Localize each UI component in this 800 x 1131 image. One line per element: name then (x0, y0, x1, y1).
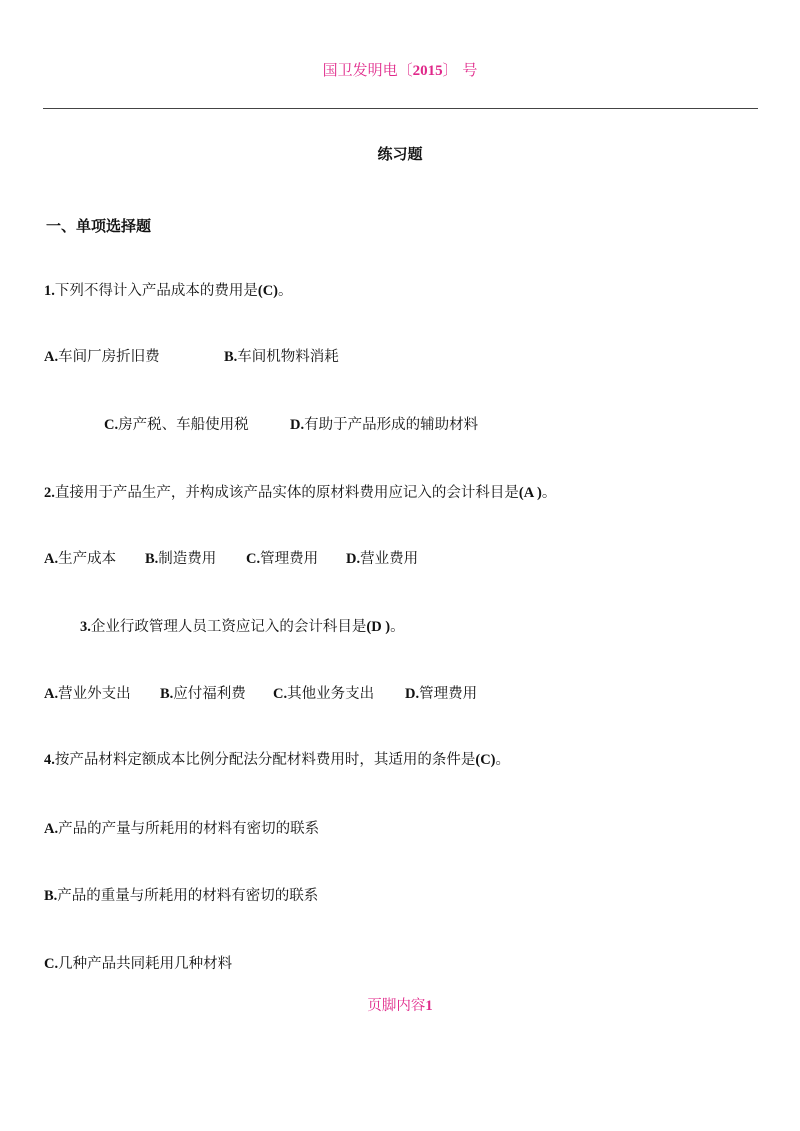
q1-option-c (104, 415, 249, 435)
option-label: A. (44, 551, 59, 567)
q2-option-b (145, 549, 216, 569)
option-label: D. (346, 551, 361, 567)
header-divider (43, 108, 758, 109)
q2-number: 2. (44, 485, 55, 501)
q1-number: 1. (44, 283, 55, 299)
page-title: 练习题 (377, 145, 423, 163)
q3-option-d (405, 684, 477, 704)
question-2 (44, 483, 556, 503)
header-suffix: 〕 号 (442, 61, 478, 79)
q1-text: 下列不得计入产品成本的费用是 (54, 283, 258, 299)
option-text: 营业费用 (360, 551, 419, 567)
option-text: 营业外支出 (58, 686, 131, 702)
footer-text: 页脚内容 (367, 998, 426, 1014)
option-label: A. (44, 349, 59, 365)
option-label: D. (290, 417, 305, 433)
q3-number: 3. (80, 619, 91, 635)
option-label: A. (44, 686, 59, 702)
document-header (0, 60, 800, 81)
option-text: 应付福利费 (173, 686, 246, 702)
option-label: C. (246, 551, 261, 567)
question-3 (80, 617, 405, 637)
option-label: B. (160, 686, 174, 702)
q3-answer: (D ) (366, 619, 391, 635)
header-text: 国卫发明电〔 (322, 61, 413, 79)
option-text: 产品的产量与所耗用的材料有密切的联系 (58, 821, 320, 837)
option-label: C. (273, 686, 288, 702)
q4-end: 。 (495, 752, 511, 768)
q3-end: 。 (390, 619, 405, 635)
option-text: 有助于产品形成的辅助材料 (304, 417, 479, 433)
option-text: 房产税、车船使用税 (118, 417, 249, 433)
q3-option-a (44, 684, 131, 704)
option-label: B. (224, 349, 238, 365)
q3-option-b (160, 684, 246, 704)
option-label: C. (104, 417, 119, 433)
q2-option-a (44, 549, 116, 569)
q1-end: 。 (278, 283, 293, 299)
q1-option-a (44, 347, 160, 367)
header-year: 2015 (412, 63, 443, 79)
q2-option-d (346, 549, 418, 569)
option-text: 车间厂房折旧费 (58, 349, 160, 365)
q4-option-a (44, 819, 319, 839)
q4-option-b (44, 886, 318, 906)
section-heading: 一、单项选择题 (46, 217, 152, 235)
option-text: 产品的重量与所耗用的材料有密切的联系 (57, 888, 319, 904)
option-text: 车间机物料消耗 (237, 349, 339, 365)
option-label: B. (44, 888, 58, 904)
footer-page-number: 1 (425, 998, 433, 1014)
option-text: 生产成本 (58, 551, 117, 567)
q3-text: 企业行政管理人员工资应记入的会计科目是 (90, 619, 367, 635)
option-label: C. (44, 956, 59, 972)
q4-option-c (44, 954, 232, 974)
q1-option-d (290, 415, 478, 435)
q4-number: 4. (44, 752, 55, 768)
question-4 (44, 750, 510, 770)
q2-option-c (246, 549, 318, 569)
option-text: 管理费用 (260, 551, 319, 567)
option-text: 几种产品共同耗用几种材料 (58, 956, 233, 972)
page-footer (0, 996, 800, 1016)
option-label: A. (44, 821, 59, 837)
option-text: 管理费用 (419, 686, 478, 702)
q2-text: 直接用于产品生产，并构成该产品实体的原材料费用应记入的会计科目是 (54, 485, 519, 501)
option-label: B. (145, 551, 159, 567)
q2-answer: (A ) (518, 485, 542, 501)
option-label: D. (405, 686, 420, 702)
q3-option-c (273, 684, 374, 704)
q1-answer: (C) (257, 283, 279, 299)
option-text: 其他业务支出 (287, 686, 375, 702)
q4-text: 按产品材料定额成本比例分配法分配材料费用时，其适用的条件是 (54, 752, 476, 768)
question-1 (44, 281, 293, 301)
q4-answer: (C) (475, 752, 496, 768)
option-text: 制造费用 (158, 551, 217, 567)
q1-option-b (224, 347, 339, 367)
q2-end: 。 (541, 485, 557, 501)
